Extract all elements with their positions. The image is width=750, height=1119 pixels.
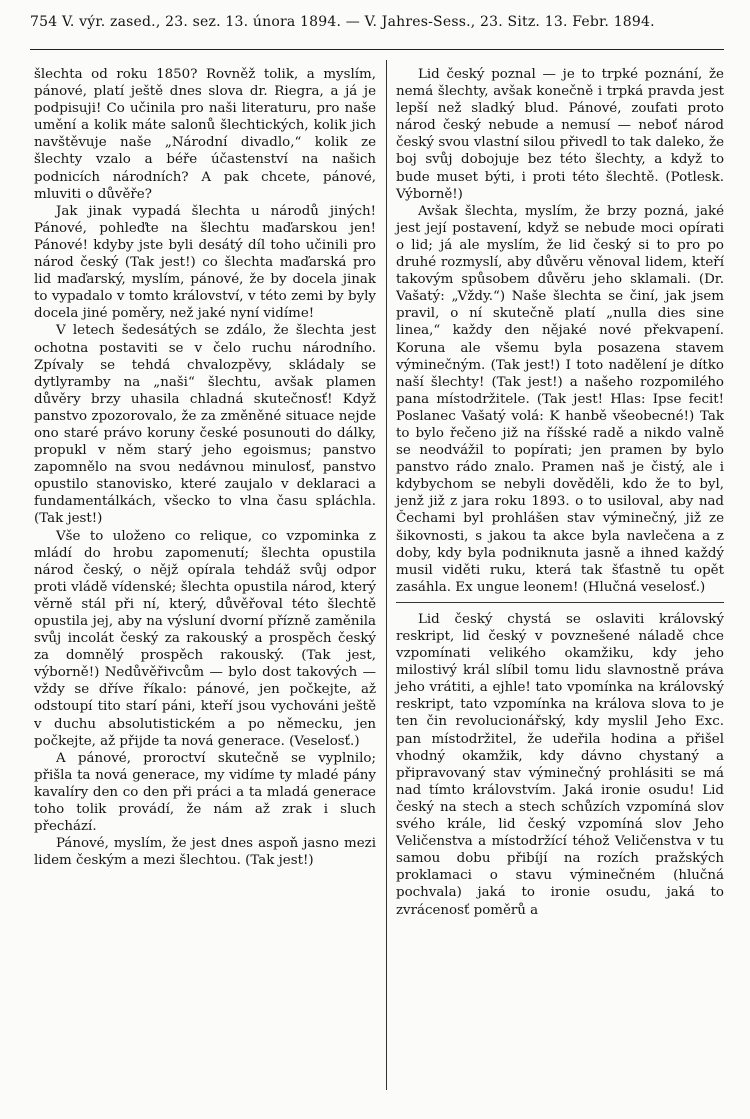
paragraph: Lid český poznal — je to trpké poznání, že nemá šlechty, avšak konečně i trpká pravda jest lepší než sladký blud. Pánové, zoufati proto národ český nebude a nemusí — neboť národ český svou vlastní silou přivedl to tak daleko, že boj svůj dobojuje bez této šlechty, a když to bude muset býti, i proti této šlechtě. (Potlesk. Výborně!)	[396, 67, 724, 202]
paragraph: šlechta od roku 1850? Rovněž tolik, a myslím, pánové, platí ještě dnes slova dr. Riegra, a já je podpisuji! Co učinila pro naši literaturu, pro naše umění a kolik máte salonů šlechtických, kolik jich navštěvuje naše „Národní divadlo,“ kolik ze šlechty vzalo a béře účastenství na našich podnicích národních? A pak chcete, pánové, mluviti o důvěře?	[34, 67, 376, 202]
paragraph: Avšak šlechta, myslím, že brzy pozná, jaké jest její postavení, když se nebude moci opírati o lid; já ale myslím, že lid český si to pro po druhé rozmyslí, aby důvěru věnoval lidem, kteří takovým spůsobem důvěru jeho sklamali. (Dr. Vašatý: „Vždy.“) Naše šlechta se činí, jak jsem pravil, o ní skutečně platí „nulla dies sine linea,“ každy den nějaké nové překvapení. Koruna ale všemu byla posazena stavem výminečným. (Tak jest!) I toto nadělení je dítko naší šlechty! (Tak jest!) a našeho rozpomilého pana místodržitele. (Tak jest! Hlas: Ipse fecit! Poslanec Vašatý volá: K hanbě všeobecné!) Tak to bylo řečeno již na říšské radě a nikdo valně se neodvážil to popírati; jen pramen by bylo panstvo rádo znalo. Pramen naš je čistý, ale i kdybychom se nebyli dověděli, kdo že to byl, jenž již z jara roku 1893. o to usiloval, aby nad Čechami byl prohlášen stav výminečný, již ze šikovnosti, s jakou ta akce byla navlečena a z doby, kdy byla podniknuta jasně a ihned každý musil viděti ruku, která tak šťastně tu opět zasáhla. Ex ungue leonem! (Hlučná veselosť.)	[396, 203, 724, 595]
left-column	[34, 66, 376, 869]
section-rule	[396, 602, 724, 603]
paragraph: Jak jinak vypadá šlechta u národů jiných! Pánové, pohleďte na šlechtu maďarskou jen! Pánové! kdyby jste byli desátý díl toho učinili pro národ český (Tak jest!) co šlechta maďarská pro lid maďarský, myslím, pánové, že by docela jinak to vypadalo v tomto království, v této zemi by byly docela jiné poměry, než jaké nyní vidíme!	[34, 203, 376, 322]
paragraph: V letech šedesátých se zdálo, že šlechta jest ochotna postaviti se v čelo ruchu národního. Zpívaly se tehdá chvalozpěvy, skládaly se dytlyramby na „naši“ šlechtu, avšak plamen důvěry brzy uhasila chladná skutečnosť! Když panstvo zpozorovalo, že za změněné situace nejde ono staré právo koruny české posunouti do dálky, propukl v něm starý jeho egoismus; panstvo zapomnělo na svou nedávnou minulosť, panstvo opustilo stanovisko, které zaujalo v deklaraci a fundamentálkách, všecko to vlna času spláchla. (Tak jest!)	[34, 323, 376, 527]
column-divider	[386, 60, 387, 1090]
header-rule	[30, 49, 724, 50]
running-header: 754 V. výr. zased., 23. sez. 13. února 1894. — V. Jahres-Sess., 23. Sitz. 13. Febr. 1894.	[30, 14, 655, 30]
right-column	[396, 66, 724, 919]
paragraph: A pánové, proroctví skutečně se vyplnilo; přišla ta nová generace, my vidíme ty mladé pány kavalíry den co den při práci a ta mladá generace toho tolik provádí, že nám až zrak i sluch přechází.	[34, 750, 376, 835]
paragraph: Lid český chystá se oslaviti královský reskript, lid český v povznešené náladě chce vzpomínati velikého okamžiku, kdy jeho milostivý král slíbil tomu lidu slavnostně práva jeho vrátiti, a ejhle! tato vpomínka na královský reskript, tato vzpomínka na králova slova to je ten čin revolucionářský, kdy myslil Jeho Exc. pan místodržitel, že udeřila hodina a přišel vhodný okamžik, kdy dávno chystaný a připravovaný stav výminečný prohlásiti se má nad tímto královstvím. Jaká ironie osudu! Lid český na stech a stech schůzích vzpomíná slov svého krále, lid český vzpomíná slov Jeho Veličenstva a místodržící téhož Veličenstva v tu samou dobu přibíjí na rozích pražských proklamaci o stavu výminečném (hlučná pochvala) jaká to ironie osudu, jaká to zvrácenosť poměrů a	[396, 611, 724, 918]
paragraph: Vše to uloženo co relique, co vzpominka z mládí do hrobu zapomenutí; šlechta opustila národ český, o nějž opírala tehdáž svůj odpor proti vládě vídenské; šlechta opustila národ, který věrně stál při ní, který, důvěřoval této šlechtě opustila jej, aby na výsluní dvorní přízně zaměnila svůj incolát český za rakouský a prospěch český za domnělý prospěch rakouský. (Tak jest, výborně!) Nedůvěřivcům — bylo dost takových — vždy se dříve říkalo: pánové, jen počkejte, až odstoupí tito starí páni, kteří jsou vychováni ještě v duchu absolutistickém a po německu, jen počkejte, až přijde ta nová generace. (Veselosť.)	[34, 528, 376, 749]
paragraph: Pánové, myslím, že jest dnes aspoň jasno mezi lidem českým a mezi šlechtou. (Tak jest!)	[34, 836, 376, 869]
